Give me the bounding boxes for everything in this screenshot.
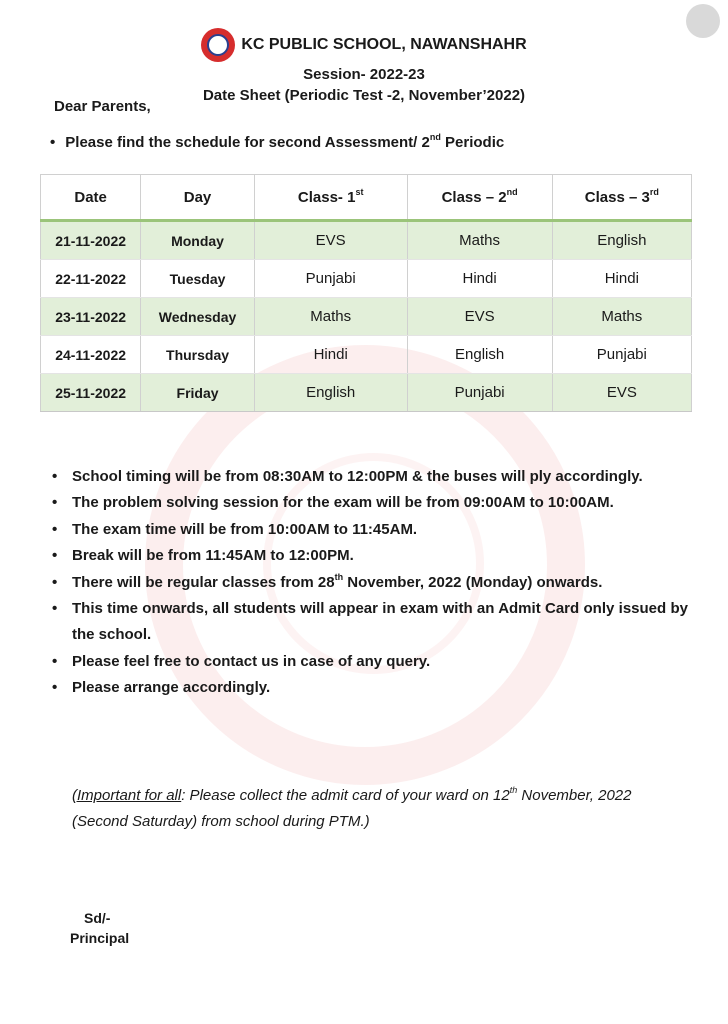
- document-header: [0, 28, 728, 104]
- list-item: • The exam time will be from 10:00AM to 11:45AM.: [48, 517, 688, 543]
- date-sheet-title: Date Sheet (Periodic Test -2, November’2022): [202, 87, 526, 104]
- subject-cell: Punjabi: [254, 260, 407, 298]
- table-header-row: [41, 175, 692, 221]
- table-row: [41, 336, 692, 374]
- subject-cell: EVS: [552, 374, 691, 412]
- day-cell: Thursday: [141, 336, 255, 374]
- subject-cell: Punjabi: [552, 336, 691, 374]
- list-item: • This time onwards, all students will appear in exam with an Admit Card only issued by the school.: [48, 596, 688, 649]
- subject-cell: EVS: [407, 298, 552, 336]
- subject-cell: English: [254, 374, 407, 412]
- subject-cell: Maths: [552, 298, 691, 336]
- important-note: (Important for all: Please collect the admit card of your ward on 12th November, 2022 (Second Saturday) from school during PTM.): [72, 785, 632, 830]
- greeting: Dear Parents,: [54, 98, 151, 115]
- subject-cell: Hindi: [407, 260, 552, 298]
- table-row: [41, 298, 692, 336]
- day-cell: Monday: [141, 221, 255, 260]
- session-label: Session- 2022-23: [303, 66, 425, 83]
- title-row: [0, 28, 728, 62]
- intro-bullet: [50, 134, 504, 151]
- header-day: Day: [141, 175, 255, 221]
- header-class-2: Class – 2nd: [407, 175, 552, 221]
- list-item: • Break will be from 11:45AM to 12:00PM.: [48, 543, 688, 569]
- instructions-list: [48, 464, 688, 702]
- table-row: [41, 260, 692, 298]
- signature-sd: Sd/-: [84, 910, 111, 926]
- list-item: • The problem solving session for the exam will be from 09:00AM to 10:00AM.: [48, 490, 688, 516]
- date-cell: 25-11-2022: [41, 374, 141, 412]
- subject-cell: Punjabi: [407, 374, 552, 412]
- school-name: KC PUBLIC SCHOOL, NAWANSHAHR: [241, 36, 527, 53]
- subject-cell: Maths: [407, 221, 552, 260]
- subject-cell: English: [407, 336, 552, 374]
- school-logo-icon: [201, 28, 235, 62]
- date-cell: 21-11-2022: [41, 221, 141, 260]
- intro-after: Periodic: [440, 134, 505, 151]
- subject-cell: Maths: [254, 298, 407, 336]
- date-cell: 24-11-2022: [41, 336, 141, 374]
- header-date: Date: [41, 175, 141, 221]
- date-cell: 23-11-2022: [41, 298, 141, 336]
- day-cell: Wednesday: [141, 298, 255, 336]
- intro-text: Please find the schedule for second Assessment/ 2: [65, 134, 430, 151]
- signature-title: Principal: [70, 930, 130, 946]
- list-item: • School timing will be from 08:30AM to 12:00PM & the buses will ply accordingly.: [48, 464, 688, 490]
- day-cell: Friday: [141, 374, 255, 412]
- list-item: • There will be regular classes from 28th November, 2022 (Monday) onwards.: [48, 570, 688, 596]
- subject-cell: Hindi: [254, 336, 407, 374]
- day-cell: Tuesday: [141, 260, 255, 298]
- header-class-1: Class- 1st: [254, 175, 407, 221]
- list-item: • Please arrange accordingly.: [48, 675, 688, 701]
- list-item: • Please feel free to contact us in case of any query.: [48, 649, 688, 675]
- schedule-table: [40, 174, 692, 412]
- date-cell: 22-11-2022: [41, 260, 141, 298]
- subject-cell: Hindi: [552, 260, 691, 298]
- subject-cell: EVS: [254, 221, 407, 260]
- important-label: (Important for all: [72, 787, 182, 804]
- table-row: [41, 221, 692, 260]
- header-class-3: Class – 3rd: [552, 175, 691, 221]
- table-row: [41, 374, 692, 412]
- subject-cell: English: [552, 221, 691, 260]
- intro-sup: nd: [429, 132, 441, 142]
